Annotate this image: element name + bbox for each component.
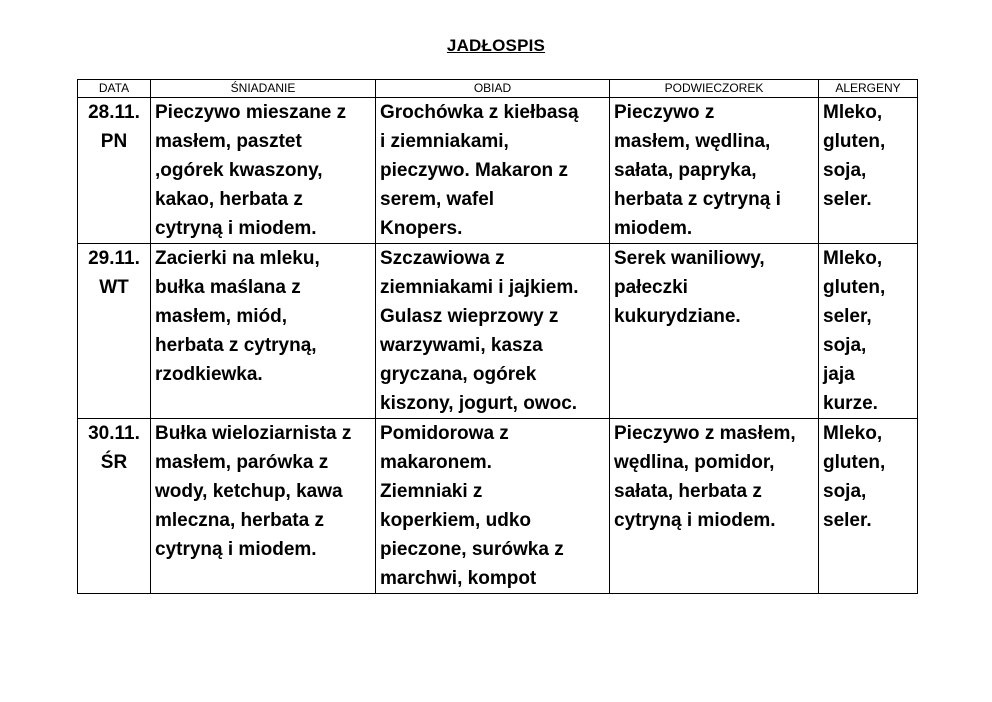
header-allergens: ALERGENY: [819, 80, 918, 98]
allergens-cell: Mleko, gluten, seler, soja, jaja kurze.: [819, 244, 918, 419]
breakfast-cell: Zacierki na mleku, bułka maślana z masłem, miód, herbata z cytryną, rzodkiewka.: [151, 244, 376, 419]
snack-cell: Pieczywo z masłem, wędlina, sałata, papryka, herbata z cytryną i miodem.: [610, 98, 819, 244]
breakfast-cell: Pieczywo mieszane z masłem, pasztet ,ogórek kwaszony, kakao, herbata z cytryną i miodem.: [151, 98, 376, 244]
header-lunch: OBIAD: [376, 80, 610, 98]
snack-cell: Serek waniliowy, pałeczki kukurydziane.: [610, 244, 819, 419]
header-row: [78, 80, 918, 98]
lunch-cell: Szczawiowa z ziemniakami i jajkiem. Gulasz wieprzowy z warzywami, kasza gryczana, ogórek kiszony, jogurt, owoc.: [376, 244, 610, 419]
date-cell: 28.11. PN: [78, 98, 151, 244]
table-row: [78, 98, 918, 244]
table-row: [78, 419, 918, 594]
breakfast-cell: Bułka wieloziarnista z masłem, parówka z wody, ketchup, kawa mleczna, herbata z cytryną i miodem.: [151, 419, 376, 594]
date-cell: 29.11. WT: [78, 244, 151, 419]
lunch-cell: Pomidorowa z makaronem. Ziemniaki z koperkiem, udko pieczone, surówka z marchwi, kompot: [376, 419, 610, 594]
date-cell: 30.11. ŚR: [78, 419, 151, 594]
page-title: JADŁOSPIS: [446, 36, 546, 55]
allergens-cell: Mleko, gluten, soja, seler.: [819, 419, 918, 594]
menu-table: [77, 79, 918, 594]
allergens-cell: Mleko, gluten, soja, seler.: [819, 98, 918, 244]
lunch-cell: Grochówka z kiełbasą i ziemniakami, pieczywo. Makaron z serem, wafel Knopers.: [376, 98, 610, 244]
header-breakfast: ŚNIADANIE: [151, 80, 376, 98]
header-date: DATA: [78, 80, 151, 98]
snack-cell: Pieczywo z masłem, wędlina, pomidor, sałata, herbata z cytryną i miodem.: [610, 419, 819, 594]
table-row: [78, 244, 918, 419]
header-snack: PODWIECZOREK: [610, 80, 819, 98]
